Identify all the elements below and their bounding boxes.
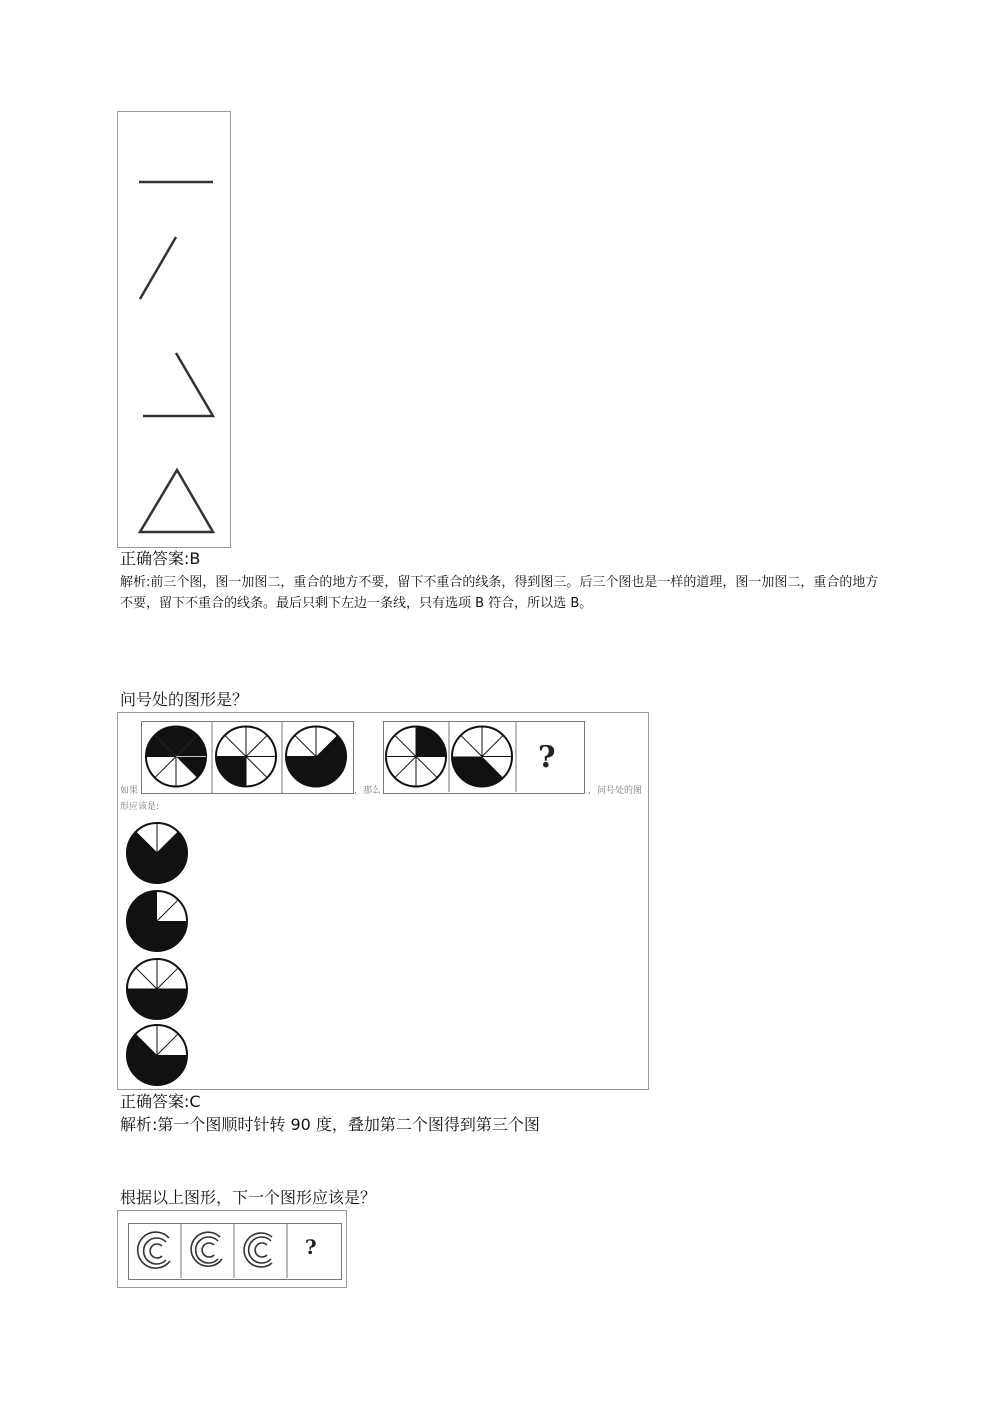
q3-shape-3 [244,1233,272,1267]
q2-question-mark: ? [538,740,556,775]
q2-answer: 正确答案:C [120,1092,201,1111]
q2-option-a [127,823,187,883]
q3-shape-1 [138,1232,170,1268]
q2-circle-c [286,727,346,787]
q1-option-triangle [118,112,230,547]
q3-question-mark: ? [305,1235,317,1259]
q2-circle-e [452,727,512,787]
q1-answer: 正确答案:B [120,549,201,568]
q3-title: 根据以上图形，下一个图形应该是？ [120,1188,377,1207]
q2-circle-a [146,727,206,787]
q2-circle-d [386,727,446,787]
q2-figure-box [117,712,649,1090]
q2-option-b [127,891,187,951]
q2-intro-3: ，问号处的图 [588,786,643,796]
q3-shape-2 [191,1232,222,1266]
q2-title: 问号处的图形是？ [120,690,249,709]
q2-group1-circles [141,721,352,792]
q2-option-d [127,1025,187,1085]
q2-intro-1: 如果 [120,786,139,796]
q2-circle-b [216,727,276,787]
q1-analysis: 解析:前三个图，图一加图二，重合的地方不要，留下不重合的线条，得到图三。后三个图也是一样的道理，图一加图二，重合的地方不要，留下不重合的线条。最后只剩下左边一条线，只有选项 B 符合，所以选 B。 [120,575,879,611]
q2-intro-2: ，那么 [354,786,382,796]
q2-option-c [127,959,187,1019]
q3-figure-box [117,1210,347,1288]
q2-intro-4: 形应该是: [120,802,160,812]
q2-analysis: 解析:第一个图顺时针转 90 度，叠加第二个图得到第三个图 [120,1115,540,1134]
q1-figure-box [117,111,231,548]
q2-options [118,813,238,1088]
